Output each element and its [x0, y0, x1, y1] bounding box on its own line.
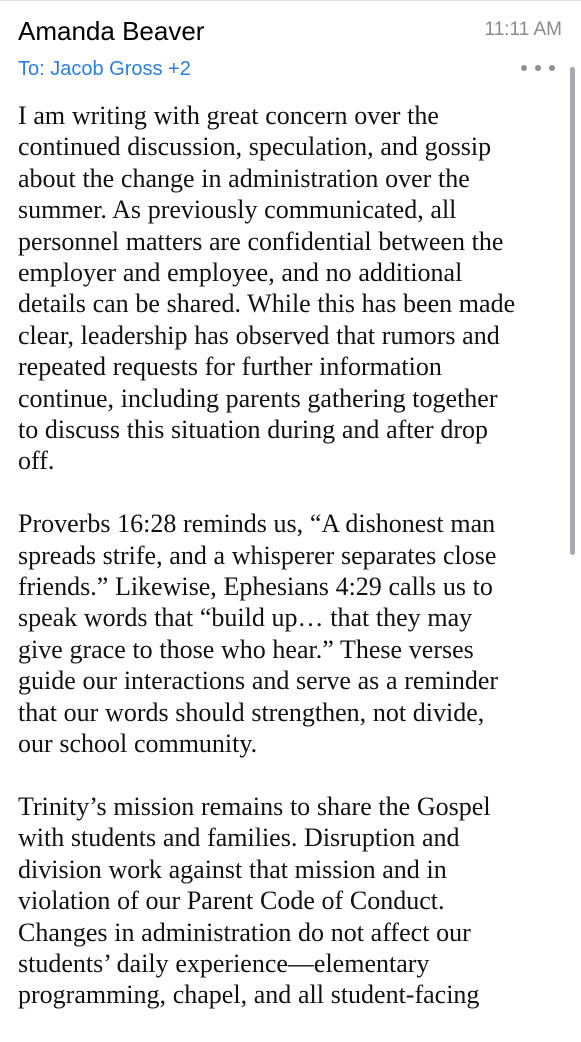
message-header [0, 0, 581, 92]
body-line: students’ daily experience—elementary [18, 948, 430, 978]
message-body [18, 100, 564, 1042]
body-line: violation of our Parent Code of Conduct. [18, 886, 445, 916]
body-line: off. [18, 446, 55, 476]
scrollbar[interactable] [570, 67, 575, 555]
ellipsis-icon [549, 65, 555, 71]
recipients-link[interactable]: To: Jacob Gross +2 [18, 58, 191, 80]
body-line: to discuss this situation during and after drop [18, 415, 489, 445]
body-line: that our words should strengthen, not divide, [18, 697, 485, 727]
body-line: with students and families. Disruption and [18, 823, 460, 853]
message-time: 11:11 AM [484, 19, 562, 40]
body-line: division work against that mission and in [18, 854, 447, 884]
body-line: spreads strife, and a whisperer separates close [18, 540, 497, 570]
body-paragraph [18, 791, 564, 1011]
body-paragraph [18, 508, 564, 759]
body-line: details can be shared. While this has been made [18, 289, 516, 319]
body-line: guide our interactions and serve as a reminder [18, 666, 499, 696]
body-line: programming, chapel, and all student-facing [18, 980, 480, 1010]
body-line: continue, including parents gathering together [18, 383, 498, 413]
body-line: personnel matters are confidential between the [18, 226, 504, 256]
sender-name[interactable]: Amanda Beaver [18, 16, 205, 46]
body-line: I am writing with great concern over the [18, 101, 439, 130]
body-line: employer and employee, and no additional [18, 258, 463, 288]
ellipsis-icon [521, 65, 527, 71]
body-line: friends.” Likewise, Ephesians 4:29 calls us to [18, 572, 493, 602]
body-line: Proverbs 16:28 reminds us, “A dishonest man [18, 509, 496, 539]
body-line: give grace to those who hear.” These verses [18, 634, 474, 664]
body-line: clear, leadership has observed that rumors and [18, 320, 500, 350]
body-line: summer. As previously communicated, all [18, 195, 457, 225]
more-options-button[interactable] [521, 61, 555, 75]
body-paragraph [18, 100, 564, 477]
body-line: repeated requests for further information [18, 352, 442, 382]
body-line: speak words that “build up… that they may [18, 603, 473, 633]
body-line: Changes in administration do not affect our [18, 917, 471, 947]
body-line: about the change in administration over the [18, 163, 470, 193]
body-line: our school community. [18, 729, 258, 759]
body-line: continued discussion, speculation, and gossip [18, 132, 492, 162]
ellipsis-icon [535, 65, 541, 71]
body-line: Trinity’s mission remains to share the Gospel [18, 791, 491, 821]
